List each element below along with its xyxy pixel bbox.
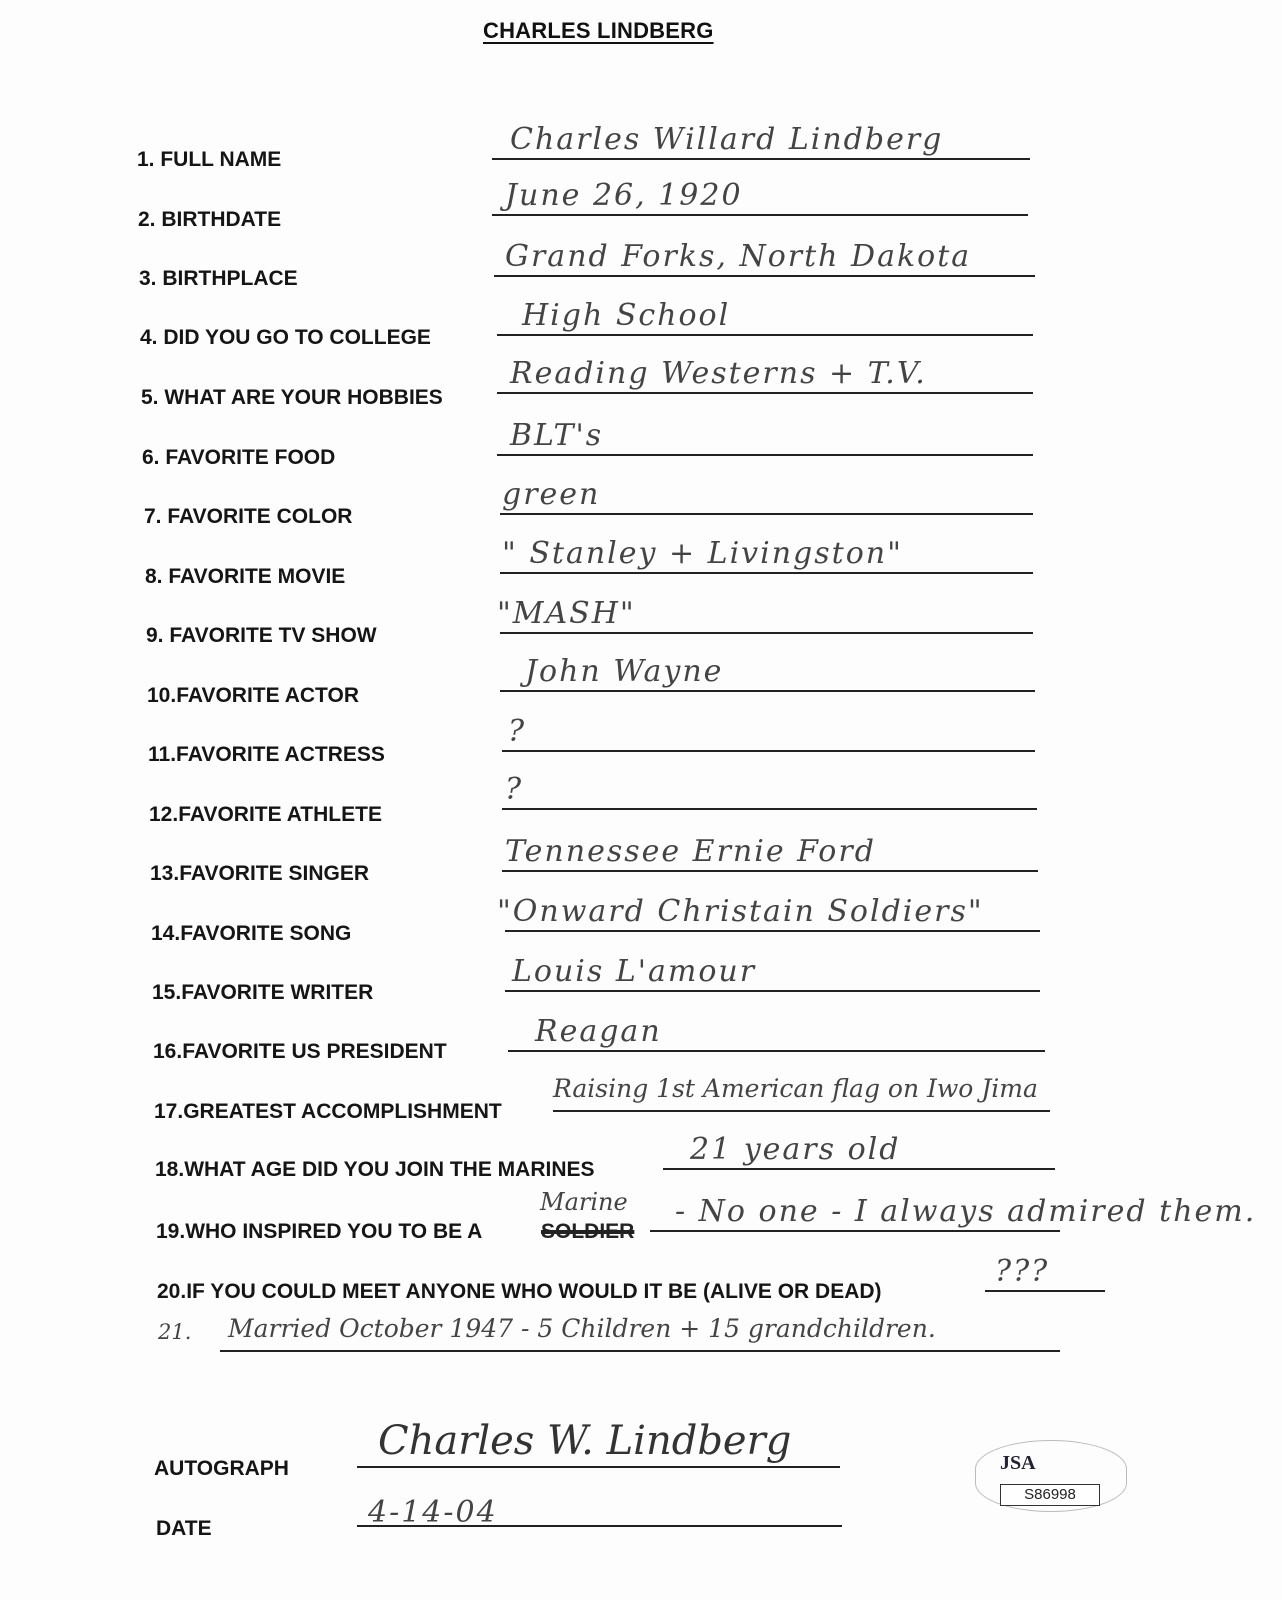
handwritten-answer: ?	[505, 772, 524, 807]
handwritten-answer: green	[502, 477, 601, 512]
answer-line	[497, 334, 1033, 336]
autograph-label: AUTOGRAPH	[154, 1457, 289, 1480]
answer-line	[220, 1350, 1060, 1352]
question-label: 8. FAVORITE MOVIE	[145, 565, 346, 588]
signature: Charles W. Lindberg	[378, 1418, 792, 1464]
question-label: 19.WHO INSPIRED YOU TO BE A	[156, 1220, 483, 1243]
handwritten-answer: Louis L'amour	[512, 954, 757, 989]
question-label: 12.FAVORITE ATHLETE	[149, 803, 382, 826]
correction-word: Marine	[540, 1188, 628, 1216]
question-label: 2. BIRTHDATE	[138, 208, 282, 231]
answer-line	[500, 632, 1033, 634]
handwritten-answer: Married October 1947 - 5 Children + 15 grandchildren.	[228, 1314, 936, 1343]
handwritten-answer: Charles Willard Lindberg	[510, 122, 944, 157]
handwritten-answer: High School	[522, 298, 731, 333]
handwritten-answer: Reagan	[535, 1014, 662, 1049]
question-label: 9. FAVORITE TV SHOW	[146, 624, 377, 647]
handwritten-answer: Reading Westerns + T.V.	[510, 356, 927, 391]
answer-line	[500, 690, 1035, 692]
question-label: 6. FAVORITE FOOD	[142, 446, 336, 469]
answer-line	[663, 1168, 1055, 1170]
question-label: 21.	[158, 1320, 192, 1344]
answer-line	[492, 158, 1030, 160]
answer-line	[505, 990, 1040, 992]
question-label: 10.FAVORITE ACTOR	[147, 684, 359, 707]
answer-line	[500, 572, 1033, 574]
answer-line	[497, 392, 1033, 394]
answer-line	[497, 454, 1033, 456]
handwritten-answer: " Stanley + Livingston"	[502, 536, 903, 571]
handwritten-answer: BLT's	[510, 418, 604, 453]
question-label: 20.IF YOU COULD MEET ANYONE WHO WOULD IT BE (ALIVE OR DEAD)	[157, 1280, 882, 1303]
handwritten-answer: ???	[995, 1254, 1050, 1289]
handwritten-answer: Raising 1st American flag on Iwo Jima	[553, 1074, 1038, 1103]
question-label: 15.FAVORITE WRITER	[152, 981, 374, 1004]
answer-line	[502, 870, 1038, 872]
handwritten-answer: "Onward Christain Soldiers"	[497, 894, 984, 929]
handwritten-answer: June 26, 1920	[505, 178, 743, 213]
handwritten-answer: Grand Forks, North Dakota	[505, 239, 972, 274]
handwritten-answer: John Wayne	[525, 654, 724, 689]
question-label: 5. WHAT ARE YOUR HOBBIES	[141, 386, 443, 409]
answer-line	[502, 808, 1037, 810]
handwritten-answer: - No one - I always admired them.	[675, 1194, 1257, 1229]
answer-line	[494, 275, 1035, 277]
question-label: 13.FAVORITE SINGER	[150, 862, 369, 885]
answer-line	[505, 930, 1040, 932]
question-label: 14.FAVORITE SONG	[151, 922, 352, 945]
question-label: 3. BIRTHPLACE	[139, 267, 298, 290]
question-label: 1. FULL NAME	[137, 148, 282, 171]
question-label: 18.WHAT AGE DID YOU JOIN THE MARINES	[155, 1158, 595, 1181]
answer-line	[492, 214, 1028, 216]
question-label: 4. DID YOU GO TO COLLEGE	[140, 326, 431, 349]
question-label: 7. FAVORITE COLOR	[144, 505, 353, 528]
autograph-line	[357, 1466, 840, 1468]
date-label: DATE	[156, 1517, 212, 1540]
date-value: 4-14-04	[368, 1495, 498, 1530]
jsa-logo: JSA	[1000, 1452, 1036, 1474]
answer-line	[500, 513, 1033, 515]
question-label: 11.FAVORITE ACTRESS	[148, 743, 385, 766]
handwritten-answer: "MASH"	[497, 596, 636, 631]
handwritten-answer: 21 years old	[690, 1132, 901, 1167]
question-label: 17.GREATEST ACCOMPLISHMENT	[154, 1100, 502, 1123]
page-title: CHARLES LINDBERG	[483, 18, 714, 43]
answer-line	[553, 1110, 1050, 1112]
struck-word: SOLDIER	[541, 1220, 635, 1243]
answer-line	[508, 1050, 1045, 1052]
answer-line	[650, 1230, 1060, 1232]
question-label: 16.FAVORITE US PRESIDENT	[153, 1040, 447, 1063]
handwritten-answer: Tennessee Ernie Ford	[505, 834, 876, 869]
jsa-serial: S86998	[1000, 1484, 1100, 1506]
handwritten-answer: ?	[508, 714, 527, 749]
answer-line	[985, 1290, 1105, 1292]
answer-line	[502, 750, 1035, 752]
